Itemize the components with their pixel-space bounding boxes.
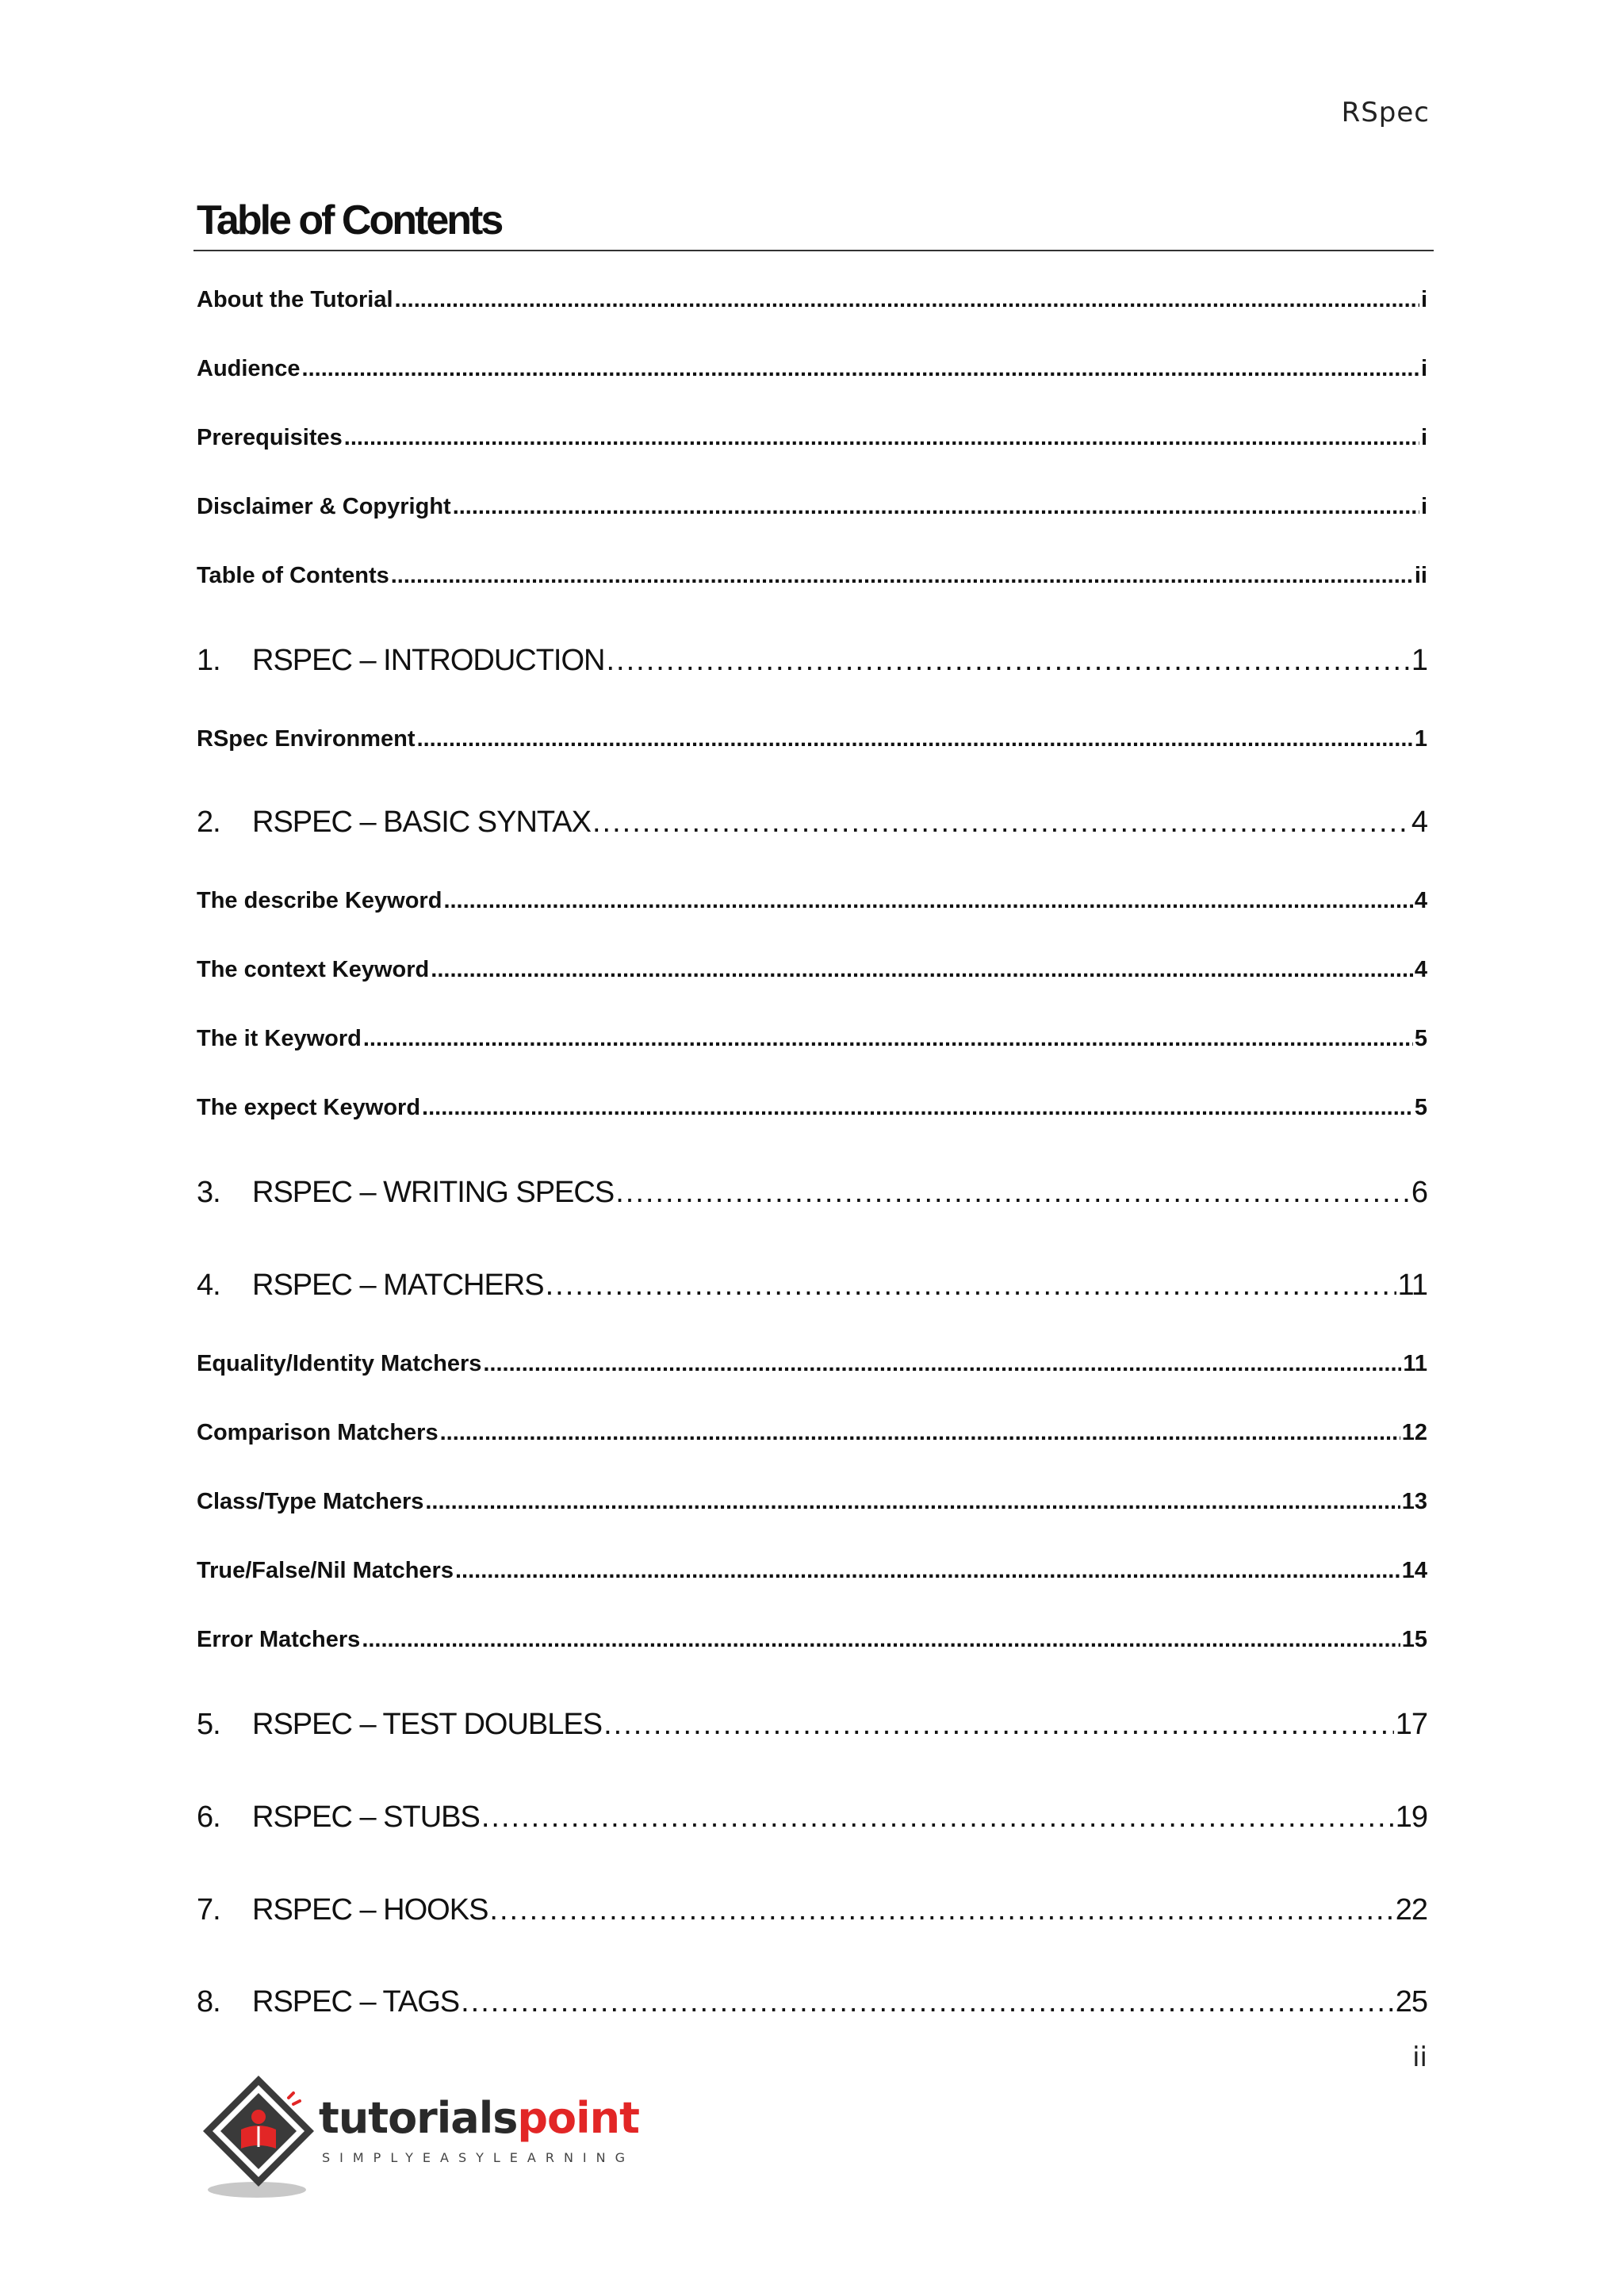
toc-section-entry[interactable]: [197, 1558, 1427, 1584]
heading-rule: [193, 250, 1434, 251]
dot-leader: [422, 1095, 1413, 1121]
entry-page-number: 11: [1397, 1269, 1427, 1302]
entry-page-number: 1: [1411, 644, 1427, 677]
entry-title: RSPEC – STUBS: [252, 1800, 480, 1834]
entry-page-number: 4: [1414, 888, 1427, 913]
entry-title: Class/Type Matchers: [197, 1489, 424, 1514]
entry-page-number: 6: [1411, 1176, 1427, 1209]
entry-title: True/False/Nil Matchers: [197, 1558, 454, 1583]
entry-page-number: i: [1420, 425, 1427, 450]
entry-title: The it Keyword: [197, 1026, 362, 1051]
toc-chapter-entry[interactable]: [197, 644, 1427, 678]
entry-title: Prerequisites: [197, 425, 343, 450]
entry-title: RSPEC – INTRODUCTION: [252, 644, 605, 677]
toc-section-entry[interactable]: [197, 494, 1427, 520]
dot-leader: [546, 1269, 1396, 1303]
entry-title: Comparison Matchers: [197, 1420, 439, 1445]
entry-page-number: 5: [1414, 1095, 1427, 1120]
entry-title: Disclaimer & Copyright: [197, 494, 451, 519]
toc-section-entry[interactable]: [197, 1095, 1427, 1121]
toc-chapter-entry[interactable]: [197, 1708, 1427, 1742]
dot-leader: [440, 1420, 1400, 1446]
dot-leader: [453, 494, 1419, 520]
toc-chapter-entry[interactable]: [197, 806, 1427, 840]
entry-page-number: i: [1420, 494, 1427, 519]
toc-section-entry[interactable]: [197, 1026, 1427, 1052]
toc-section-entry[interactable]: [197, 957, 1427, 983]
entry-page-number: 14: [1401, 1558, 1427, 1583]
dot-leader: [302, 356, 1419, 382]
entry-page-number: 13: [1401, 1489, 1427, 1514]
toc-section-entry[interactable]: [197, 563, 1427, 589]
dot-leader: [481, 1800, 1394, 1835]
entry-title: RSPEC – BASIC SYNTAX: [252, 806, 591, 839]
entry-page-number: 11: [1403, 1351, 1427, 1376]
dot-leader: [417, 726, 1413, 752]
entry-title: About the Tutorial: [197, 287, 393, 312]
logo-wordmark: [319, 2093, 639, 2143]
dot-leader: [443, 888, 1412, 914]
toc-chapter-entry[interactable]: [197, 1176, 1427, 1210]
entry-title: Error Matchers: [197, 1627, 361, 1652]
entry-title: Table of Contents: [197, 563, 389, 588]
entry-page-number: ii: [1414, 563, 1427, 588]
dot-leader: [461, 1985, 1394, 2019]
chapter-number: 8.: [197, 1985, 220, 2019]
entry-title: Audience: [197, 356, 301, 381]
dot-leader: [344, 425, 1419, 451]
toc-section-entry[interactable]: [197, 888, 1427, 914]
entry-page-number: 22: [1395, 1893, 1427, 1927]
entry-title: RSPEC – TAGS: [252, 1985, 460, 2019]
entry-page-number: 1: [1414, 726, 1427, 752]
chapter-number: 6.: [197, 1800, 220, 1834]
dot-leader: [455, 1558, 1400, 1584]
entry-page-number: 17: [1395, 1708, 1427, 1741]
page-number: ii: [1412, 2042, 1427, 2073]
dot-leader: [606, 644, 1409, 678]
tutorialspoint-diamond-logo-icon: [195, 2069, 330, 2204]
entry-page-number: i: [1420, 287, 1427, 312]
dot-leader: [483, 1351, 1401, 1377]
toc-chapter-entry[interactable]: [197, 1269, 1427, 1303]
toc-section-entry[interactable]: [197, 1627, 1427, 1653]
chapter-number: 3.: [197, 1176, 220, 1209]
entry-title: RSPEC – WRITING SPECS: [252, 1176, 615, 1209]
toc-section-entry[interactable]: [197, 425, 1427, 451]
entry-page-number: 15: [1401, 1627, 1427, 1652]
chapter-number: 5.: [197, 1708, 220, 1741]
dot-leader: [615, 1176, 1410, 1210]
chapter-number: 2.: [197, 806, 220, 839]
chapter-number: 7.: [197, 1893, 220, 1927]
toc-chapter-entry[interactable]: [197, 1800, 1427, 1835]
entry-title: The context Keyword: [197, 957, 430, 982]
toc-section-entry[interactable]: [197, 1489, 1427, 1515]
entry-title: RSpec Environment: [197, 726, 416, 752]
tutorialspoint-logo: [195, 2069, 330, 2208]
toc-section-entry[interactable]: [197, 1351, 1427, 1377]
entry-page-number: 4: [1411, 806, 1427, 839]
entry-page-number: 12: [1401, 1420, 1427, 1445]
dot-leader: [362, 1627, 1400, 1653]
entry-title: RSPEC – TEST DOUBLES: [252, 1708, 603, 1741]
chapter-number: 4.: [197, 1269, 220, 1302]
toc-chapter-entry[interactable]: [197, 1985, 1427, 2019]
toc-section-entry[interactable]: [197, 1420, 1427, 1446]
dot-leader: [592, 806, 1410, 840]
entry-title: RSPEC – MATCHERS: [252, 1269, 544, 1302]
entry-title: RSPEC – HOOKS: [252, 1893, 488, 1927]
entry-page-number: i: [1420, 356, 1427, 381]
logo-name-part1: tutorials: [319, 2093, 518, 2143]
entry-page-number: 19: [1395, 1800, 1427, 1834]
dot-leader: [489, 1893, 1393, 1927]
dot-leader: [395, 287, 1419, 313]
entry-title: Equality/Identity Matchers: [197, 1351, 482, 1376]
dot-leader: [425, 1489, 1400, 1515]
entry-page-number: 4: [1414, 957, 1427, 982]
dot-leader: [603, 1708, 1394, 1742]
toc-section-entry[interactable]: [197, 287, 1427, 313]
entry-title: The describe Keyword: [197, 888, 442, 913]
logo-name-part2: point: [517, 2093, 639, 2143]
running-header: RSpec: [1341, 97, 1430, 128]
toc-section-entry[interactable]: [197, 356, 1427, 382]
toc-heading: Table of Contents: [197, 197, 502, 243]
dot-leader: [391, 563, 1413, 589]
entry-page-number: 5: [1414, 1026, 1427, 1051]
logo-tagline: SIMPLYEASYLEARNING: [322, 2150, 635, 2165]
toc-chapter-entry[interactable]: [197, 1893, 1427, 1927]
entry-title: The expect Keyword: [197, 1095, 421, 1120]
dot-leader: [431, 957, 1413, 983]
chapter-number: 1.: [197, 644, 220, 677]
dot-leader: [363, 1026, 1413, 1052]
entry-page-number: 25: [1395, 1985, 1427, 2019]
toc-section-entry[interactable]: [197, 726, 1427, 752]
